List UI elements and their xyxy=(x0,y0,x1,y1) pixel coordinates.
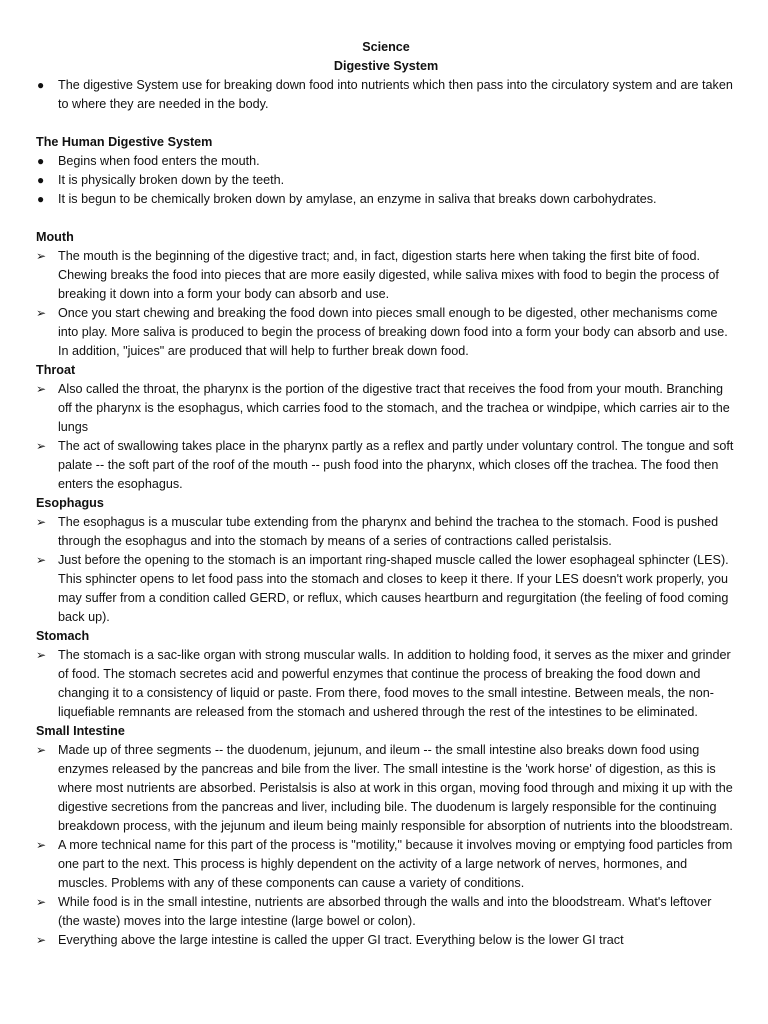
list-item-text: The act of swallowing takes place in the pharynx partly as a reflex and partly under voluntary control. The tongue and soft palate -- the soft part of the roof of the mouth -- push food into the pharynx, which closes off the trachea. The food then enters the esophagus. xyxy=(58,439,734,491)
heading-human-digestive-system: The Human Digestive System xyxy=(36,135,213,149)
list-item-text: Begins when food enters the mouth. xyxy=(58,154,260,168)
arrow-bullet-icon: ➢ xyxy=(36,743,47,757)
bullet-icon: ● xyxy=(37,78,45,92)
heading-small-intestine: Small Intestine xyxy=(36,724,125,738)
list-item xyxy=(36,171,736,190)
list-item-text: Made up of three segments -- the duodenum, jejunum, and ileum -- the small intestine also breaks down food using enzymes released by the pancreas and bile from the liver. The small intestine is the 'work horse' of digestion, as this is where most nutrients are absorbed. Peristalsis is also at work in this organ, moving food through and mixing it up with the digestive secretions from the pancreas and liver, including bile. The duodenum is largely responsible for the continuing breakdown process, with the jejunum and ileum being mainly responsible for absorption of nutrients into the bloodstream. xyxy=(58,743,733,833)
small-intestine-list xyxy=(36,741,736,950)
list-item-text: Once you start chewing and breaking the food down into pieces small enough to be digested, other mechanisms come into play. More saliva is produced to begin the process of breaking down food into a form your body can absorb and use. In addition, "juices" are produced that will help to further break down food. xyxy=(58,306,728,358)
list-item xyxy=(36,513,736,551)
list-item xyxy=(36,646,736,722)
list-item-text: Just before the opening to the stomach is an important ring-shaped muscle called the lower esophageal sphincter (LES). This sphincter opens to let food pass into the stomach and closes to keep it there. If your LES doesn't work properly, you may suffer from a condition called GERD, or reflux, which causes heartburn and regurgitation (the feeling of food coming back up). xyxy=(58,553,729,624)
arrow-bullet-icon: ➢ xyxy=(36,515,47,529)
human-ds-list xyxy=(36,152,736,209)
arrow-bullet-icon: ➢ xyxy=(36,553,47,567)
arrow-bullet-icon: ➢ xyxy=(36,306,47,320)
bullet-icon: ● xyxy=(37,154,45,168)
list-item xyxy=(36,551,736,627)
list-item xyxy=(36,741,736,836)
list-item-text: Everything above the large intestine is called the upper GI tract. Everything below is the lower GI tract xyxy=(58,933,624,947)
bullet-icon: ● xyxy=(37,192,45,206)
list-item xyxy=(36,931,736,950)
list-item-text: While food is in the small intestine, nutrients are absorbed through the walls and into the bloodstream. What's leftover (the waste) moves into the large intestine (large bowel or colon). xyxy=(58,895,712,928)
stomach-list xyxy=(36,646,736,722)
list-item xyxy=(36,893,736,931)
list-item xyxy=(36,76,736,114)
mouth-list xyxy=(36,247,736,361)
arrow-bullet-icon: ➢ xyxy=(36,382,47,396)
list-item xyxy=(36,380,736,437)
heading-throat: Throat xyxy=(36,363,76,377)
list-item xyxy=(36,152,736,171)
list-item-text: The digestive System use for breaking down food into nutrients which then pass into the circulatory system and are taken to where they are needed in the body. xyxy=(58,78,733,111)
doc-title-digestive-system: Digestive System xyxy=(333,59,439,73)
intro-list xyxy=(36,76,736,114)
list-item-text: It is physically broken down by the teeth. xyxy=(58,173,285,187)
esophagus-list xyxy=(36,513,736,627)
list-item-text: Also called the throat, the pharynx is the portion of the digestive tract that receives the food from your mouth. Branching off the pharynx is the esophagus, which carries food to the stomach, and the trachea or windpipe, which carries air to the lungs xyxy=(58,382,730,434)
list-item-text: A more technical name for this part of the process is "motility," because it involves moving or emptying food particles from one part to the next. This process is highly dependent on the activity of a large network of nerves, hormones, and muscles. Problems with any of these components can cause a variety of conditions. xyxy=(58,838,733,890)
throat-list xyxy=(36,380,736,494)
list-item xyxy=(36,437,736,494)
list-item xyxy=(36,190,736,209)
document-body xyxy=(36,38,736,950)
arrow-bullet-icon: ➢ xyxy=(36,249,47,263)
heading-esophagus: Esophagus xyxy=(36,496,104,510)
list-item-text: The mouth is the beginning of the digestive tract; and, in fact, digestion starts here when taking the first bite of food. Chewing breaks the food into pieces that are more easily digested, while saliva mixes with food to begin the process of breaking it down into a form your body can absorb and use. xyxy=(58,249,719,301)
heading-stomach: Stomach xyxy=(36,629,90,643)
list-item xyxy=(36,836,736,893)
doc-title-science: Science xyxy=(362,40,410,54)
arrow-bullet-icon: ➢ xyxy=(36,648,47,662)
heading-mouth: Mouth xyxy=(36,230,74,244)
bullet-icon: ● xyxy=(37,173,45,187)
list-item-text: The stomach is a sac-like organ with strong muscular walls. In addition to holding food, it serves as the mixer and grinder of food. The stomach secretes acid and powerful enzymes that continue the process of breaking the food down and changing it to a consistency of liquid or paste. From there, food moves to the small intestine. Between meals, the non-liquefiable remnants are released from the stomach and ushered through the rest of the intestines to be eliminated. xyxy=(58,648,731,719)
list-item xyxy=(36,304,736,361)
arrow-bullet-icon: ➢ xyxy=(36,895,47,909)
arrow-bullet-icon: ➢ xyxy=(36,838,47,852)
arrow-bullet-icon: ➢ xyxy=(36,933,47,947)
list-item-text: The esophagus is a muscular tube extending from the pharynx and behind the trachea to the stomach. Food is pushed through the esophagus and into the stomach by means of a series of contractions called peristalsis. xyxy=(58,515,719,548)
arrow-bullet-icon: ➢ xyxy=(36,439,47,453)
list-item xyxy=(36,247,736,304)
list-item-text: It is begun to be chemically broken down by amylase, an enzyme in saliva that breaks down carbohydrates. xyxy=(58,192,657,206)
